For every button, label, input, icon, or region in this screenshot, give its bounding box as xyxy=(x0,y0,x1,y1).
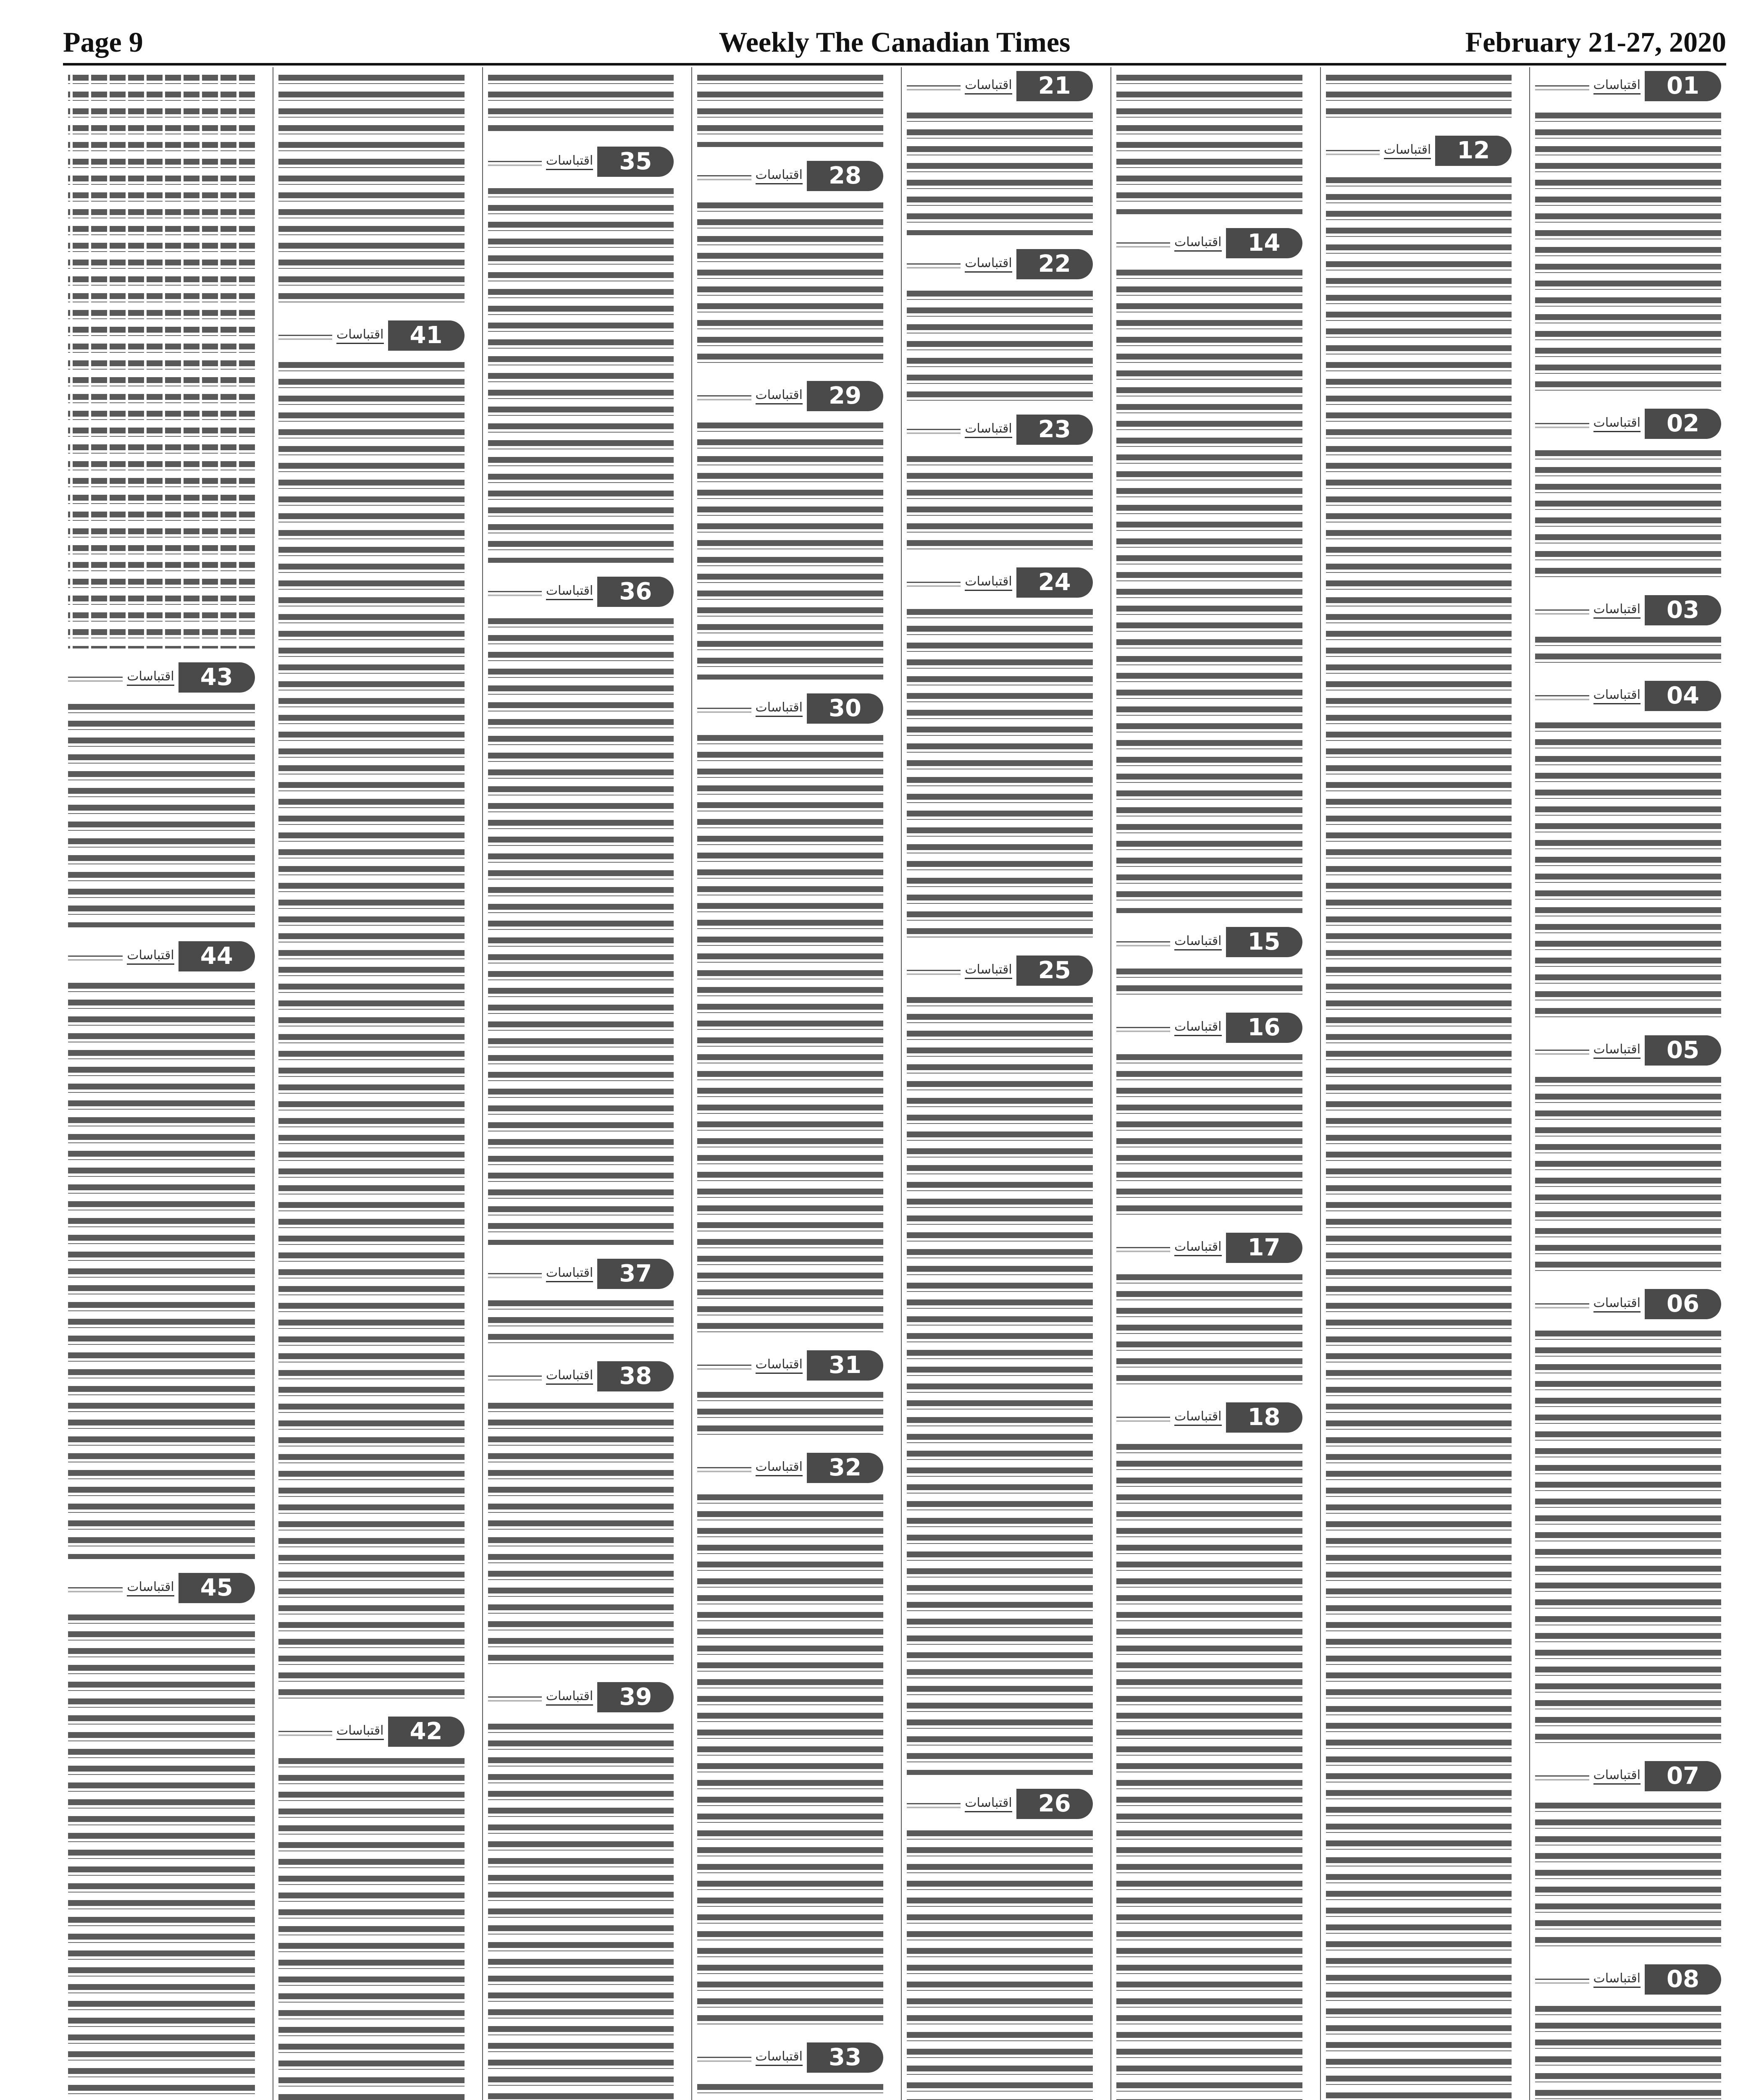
item-kicker: اقتباسات xyxy=(127,948,174,965)
item-body-text xyxy=(697,199,883,367)
quote-item xyxy=(1116,1229,1302,1389)
flourish-divider xyxy=(1535,423,1589,428)
flourish-divider xyxy=(278,1731,332,1736)
item-number-badge: 07 xyxy=(1645,1761,1721,1791)
item-number-badge: 24 xyxy=(1016,567,1093,598)
item-number-badge: 35 xyxy=(597,147,674,177)
item-number-badge: 41 xyxy=(388,320,465,351)
item-body-text xyxy=(1535,719,1721,1021)
item-number-badge: 25 xyxy=(1016,956,1093,986)
flourish-divider xyxy=(1116,242,1170,247)
item-kicker: اقتباسات xyxy=(1593,1296,1641,1312)
quote-item xyxy=(1116,224,1302,913)
flourish-divider xyxy=(697,708,751,713)
item-kicker: اقتباسات xyxy=(336,1723,383,1740)
flourish-divider xyxy=(697,2057,751,2062)
quote-item xyxy=(907,245,1093,401)
item-body-text xyxy=(278,359,465,1703)
item-number-badge: 26 xyxy=(1016,1789,1093,1819)
quote-item xyxy=(68,937,255,1559)
item-body-text xyxy=(1116,965,1302,999)
quote-item xyxy=(1535,1032,1721,1275)
continued-text-block xyxy=(68,71,255,648)
quote-item xyxy=(278,1713,465,2100)
quote-item xyxy=(697,1449,883,2029)
column-1 xyxy=(63,67,260,2100)
quote-item xyxy=(1326,132,1512,2100)
quote-item xyxy=(907,952,1093,1775)
item-kicker: اقتباسات xyxy=(127,1580,174,1596)
header-rule xyxy=(63,63,1726,66)
item-kicker: اقتباسات xyxy=(965,78,1012,94)
flourish-divider xyxy=(1535,695,1589,700)
item-kicker: اقتباسات xyxy=(1593,1768,1641,1785)
item-number-badge: 28 xyxy=(807,161,883,191)
item-number-badge: 30 xyxy=(807,693,883,724)
item-body-text xyxy=(1116,1271,1302,1389)
flourish-divider xyxy=(1116,1247,1170,1252)
item-number-badge: 32 xyxy=(807,1453,883,1483)
item-kicker: اقتباسات xyxy=(546,153,593,170)
item-body-text xyxy=(1535,1074,1721,1275)
item-body-text xyxy=(1326,174,1512,2100)
masthead-title: Weekly The Canadian Times xyxy=(719,26,1071,58)
item-kicker: اقتباسات xyxy=(546,583,593,600)
flourish-divider xyxy=(907,85,961,90)
item-kicker: اقتباسات xyxy=(1593,78,1641,94)
quote-item xyxy=(1535,677,1721,1021)
item-body-text xyxy=(907,453,1093,554)
item-body-text xyxy=(1116,1051,1302,1219)
item-number-badge: 16 xyxy=(1226,1013,1302,1043)
item-number-badge: 18 xyxy=(1226,1402,1302,1433)
item-number-badge: 21 xyxy=(1016,71,1093,101)
column-7 xyxy=(1320,67,1517,2100)
item-kicker: اقتباسات xyxy=(1174,934,1221,950)
column-2 xyxy=(273,67,470,2100)
article-columns xyxy=(63,67,1726,2100)
item-kicker: اقتباسات xyxy=(127,669,174,686)
page-number: Page 9 xyxy=(63,26,143,58)
item-body-text xyxy=(1535,447,1721,581)
item-kicker: اقتباسات xyxy=(546,1368,593,1385)
item-body-text xyxy=(1535,633,1721,667)
flourish-divider xyxy=(697,1467,751,1472)
item-kicker: اقتباسات xyxy=(546,1265,593,1282)
flourish-divider xyxy=(68,956,123,961)
column-4 xyxy=(691,67,888,2100)
item-body-text xyxy=(697,2081,883,2100)
flourish-divider xyxy=(907,1803,961,1808)
quote-item xyxy=(1116,923,1302,999)
item-number-badge: 44 xyxy=(178,941,255,971)
item-body-text xyxy=(488,1399,674,1668)
item-body-text xyxy=(907,1827,1093,2100)
item-body-text xyxy=(697,1491,883,2029)
item-body-text xyxy=(697,732,883,1336)
quote-item xyxy=(488,573,674,1245)
quote-item xyxy=(697,2039,883,2100)
item-body-text xyxy=(488,615,674,1245)
item-kicker: اقتباسات xyxy=(965,256,1012,273)
flourish-divider xyxy=(1116,1417,1170,1422)
flourish-divider xyxy=(1535,85,1589,90)
flourish-divider xyxy=(488,161,542,166)
item-kicker: اقتباسات xyxy=(1174,1409,1221,1426)
quote-item xyxy=(488,1678,674,2100)
flourish-divider xyxy=(1535,609,1589,614)
item-kicker: اقتباسات xyxy=(965,421,1012,438)
flourish-divider xyxy=(907,970,961,975)
item-number-badge: 29 xyxy=(807,381,883,411)
item-number-badge: 33 xyxy=(807,2042,883,2073)
item-kicker: اقتباسات xyxy=(546,1689,593,1706)
item-number-badge: 08 xyxy=(1645,1964,1721,1995)
continued-text-block xyxy=(278,71,465,307)
quote-item xyxy=(1535,1285,1721,1747)
item-kicker: اقتباسات xyxy=(965,574,1012,591)
flourish-divider xyxy=(697,395,751,400)
quote-item xyxy=(278,317,465,1703)
item-number-badge: 43 xyxy=(178,662,255,693)
flourish-divider xyxy=(278,335,332,340)
item-number-badge: 01 xyxy=(1645,71,1721,101)
item-body-text xyxy=(278,1755,465,2100)
item-number-badge: 15 xyxy=(1226,927,1302,957)
item-kicker: اقتباسات xyxy=(756,388,803,404)
item-body-text xyxy=(68,979,255,1559)
item-kicker: اقتباسات xyxy=(756,1460,803,1476)
flourish-divider xyxy=(1535,1050,1589,1055)
item-number-badge: 17 xyxy=(1226,1233,1302,1263)
flourish-divider xyxy=(1535,1303,1589,1308)
item-kicker: اقتباسات xyxy=(756,1357,803,1374)
item-body-text xyxy=(68,1611,255,2100)
item-number-badge: 03 xyxy=(1645,595,1721,625)
column-5 xyxy=(901,67,1098,2100)
item-body-text xyxy=(1535,1799,1721,1950)
page-header xyxy=(63,17,1726,63)
item-kicker: اقتباسات xyxy=(1593,1971,1641,1988)
item-number-badge: 14 xyxy=(1226,228,1302,258)
item-number-badge: 42 xyxy=(388,1717,465,1747)
item-body-text xyxy=(488,1720,674,2100)
column-8 xyxy=(1529,67,1726,2100)
flourish-divider xyxy=(907,429,961,434)
item-number-badge: 02 xyxy=(1645,409,1721,439)
flourish-divider xyxy=(488,1376,542,1381)
item-body-text xyxy=(1116,266,1302,913)
flourish-divider xyxy=(488,591,542,596)
flourish-divider xyxy=(1535,1979,1589,1984)
flourish-divider xyxy=(68,1587,123,1592)
item-kicker: اقتباسات xyxy=(1593,602,1641,619)
flourish-divider xyxy=(488,1273,542,1278)
flourish-divider xyxy=(697,1365,751,1370)
flourish-divider xyxy=(68,677,123,682)
quote-item xyxy=(697,377,883,680)
flourish-divider xyxy=(907,263,961,268)
item-kicker: اقتباسات xyxy=(1384,142,1431,159)
item-number-badge: 23 xyxy=(1016,415,1093,445)
item-body-text xyxy=(697,1389,883,1439)
quote-item xyxy=(488,143,674,563)
item-body-text xyxy=(488,1297,674,1347)
item-number-badge: 31 xyxy=(807,1350,883,1381)
flourish-divider xyxy=(907,582,961,587)
flourish-divider xyxy=(1116,941,1170,946)
flourish-divider xyxy=(1326,150,1380,155)
issue-date: February 21-27, 2020 xyxy=(1465,26,1726,58)
item-kicker: اقتباسات xyxy=(756,700,803,717)
item-kicker: اقتباسات xyxy=(1593,688,1641,704)
item-number-badge: 38 xyxy=(597,1361,674,1391)
quote-item xyxy=(907,67,1093,235)
item-body-text xyxy=(907,287,1093,401)
item-body-text xyxy=(488,185,674,563)
quote-item xyxy=(1116,1009,1302,1219)
continued-text-block xyxy=(1326,71,1512,122)
quote-item xyxy=(697,1347,883,1439)
quote-item xyxy=(907,564,1093,942)
flourish-divider xyxy=(697,175,751,180)
quote-item xyxy=(907,1785,1093,2100)
column-3 xyxy=(482,67,679,2100)
item-number-badge: 12 xyxy=(1435,136,1512,166)
quote-item xyxy=(1535,405,1721,581)
item-kicker: اقتباسات xyxy=(965,1796,1012,1812)
quote-item xyxy=(68,659,255,927)
item-body-text xyxy=(1116,1441,1302,2100)
item-number-badge: 45 xyxy=(178,1573,255,1603)
item-kicker: اقتباسات xyxy=(756,2049,803,2066)
quote-item xyxy=(488,1255,674,1347)
item-number-badge: 39 xyxy=(597,1682,674,1712)
item-kicker: اقتباسات xyxy=(1174,1239,1221,1256)
item-number-badge: 05 xyxy=(1645,1035,1721,1066)
item-body-text xyxy=(907,606,1093,942)
item-kicker: اقتباسات xyxy=(756,168,803,184)
item-kicker: اقتباسات xyxy=(1174,1019,1221,1036)
item-number-badge: 22 xyxy=(1016,249,1093,279)
quote-item xyxy=(68,1569,255,2100)
flourish-divider xyxy=(1116,1027,1170,1032)
item-body-text xyxy=(907,994,1093,1775)
item-body-text xyxy=(1535,2003,1721,2100)
quote-item xyxy=(697,157,883,367)
item-number-badge: 36 xyxy=(597,577,674,607)
item-kicker: اقتباسات xyxy=(1593,415,1641,432)
quote-item xyxy=(1535,1757,1721,1950)
item-kicker: اقتباسات xyxy=(1174,235,1221,252)
column-6 xyxy=(1110,67,1307,2100)
continued-text-block xyxy=(1116,71,1302,214)
item-body-text xyxy=(68,701,255,927)
item-kicker: اقتباسات xyxy=(336,327,383,344)
item-kicker: اقتباسات xyxy=(1593,1042,1641,1059)
flourish-divider xyxy=(488,1696,542,1701)
quote-item xyxy=(488,1357,674,1668)
continued-text-block xyxy=(697,71,883,147)
item-kicker: اقتباسات xyxy=(965,962,1012,979)
quote-item xyxy=(697,690,883,1336)
continued-text-block xyxy=(488,71,674,133)
item-number-badge: 37 xyxy=(597,1259,674,1289)
quote-item xyxy=(1535,591,1721,667)
item-body-text xyxy=(1535,109,1721,395)
flourish-divider xyxy=(1535,1775,1589,1780)
quote-item xyxy=(1116,1399,1302,2100)
quote-item xyxy=(1535,1961,1721,2100)
quote-item xyxy=(907,411,1093,554)
item-number-badge: 04 xyxy=(1645,681,1721,711)
item-body-text xyxy=(907,109,1093,235)
item-number-badge: 06 xyxy=(1645,1289,1721,1319)
item-body-text xyxy=(697,419,883,680)
item-body-text xyxy=(1535,1327,1721,1747)
quote-item xyxy=(1535,67,1721,395)
